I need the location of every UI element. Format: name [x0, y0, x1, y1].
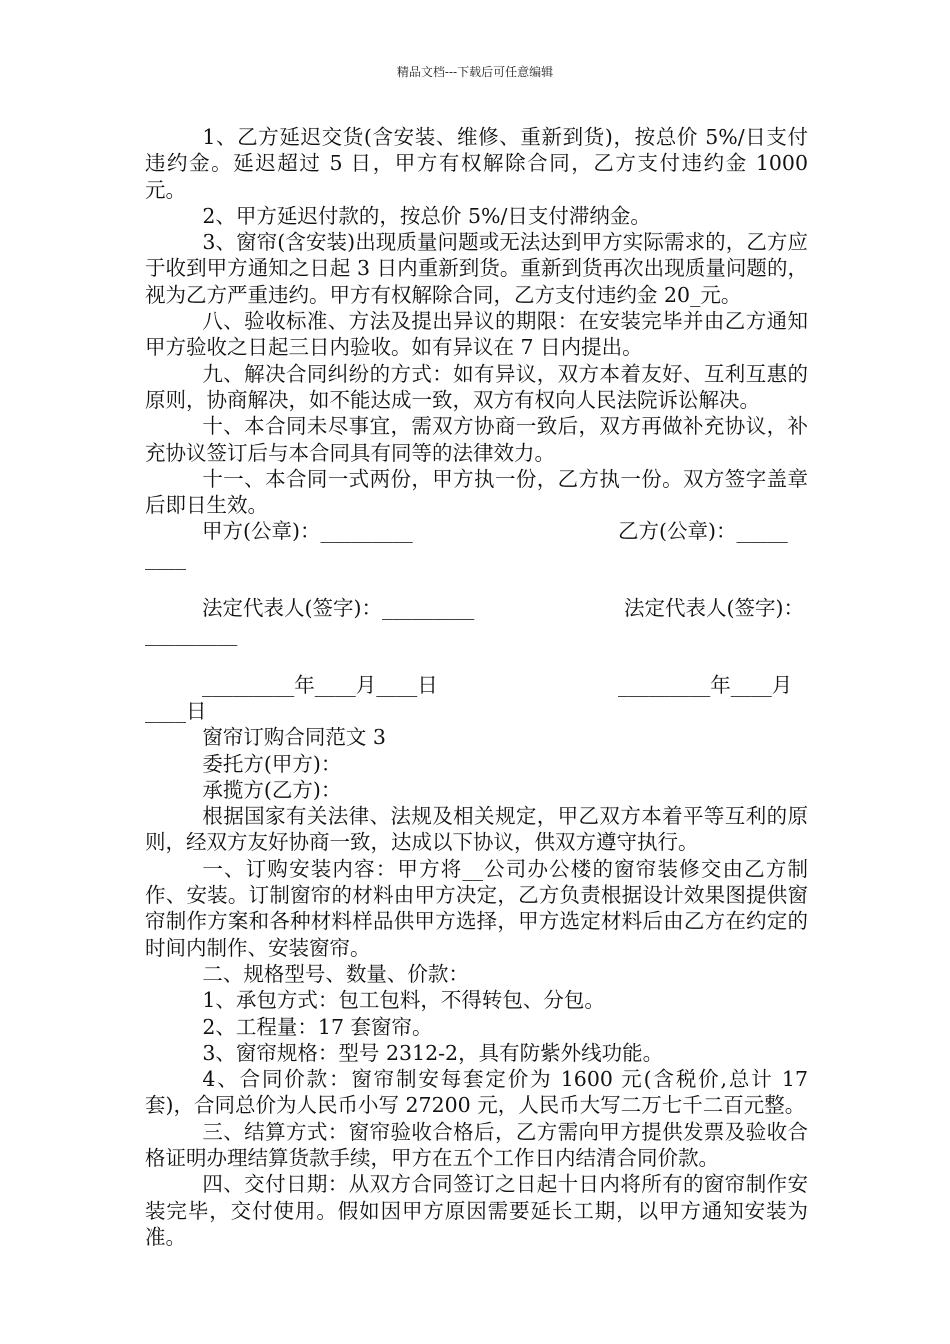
document-body: [145, 124, 808, 1250]
party-a-seal: 甲方(公章)：_________: [202, 519, 413, 544]
clause-quantity: 2、工程量：17 套窗帘。: [202, 1014, 433, 1039]
clause-copies: 十一、本合同一式两份，甲方执一份，乙方执一份。双方签字盖章后即日生效。: [145, 466, 808, 518]
client-line: 委托方(甲方)：: [202, 751, 342, 776]
clause-contract-mode: 1、承包方式：包工包料，不得转包、分包。: [202, 988, 605, 1013]
rep-b-cont: _________: [145, 622, 238, 647]
clause-late-delivery: 1、乙方延迟交货(含安装、维修、重新到货)，按总价 5%/日支付违约金。延迟超过 5 日，甲方有权解除合同，乙方支付违约金 1000 元。: [145, 125, 808, 202]
party-b-seal-cont: ____: [145, 545, 186, 570]
date-a: _________年____月____日: [202, 672, 438, 697]
rep-a: 法定代表人(签字)：_________: [202, 596, 475, 621]
clause-content: 一、订购安装内容：甲方将__公司办公楼的窗帘装修交由乙方制作、安装。订制窗帘的材料由甲方决定，乙方负责根据设计效果图提供窗帘制作方案和各种材料样品供甲方选择，甲方选定材料后由乙方在约定的时间内制作、安装窗帘。: [145, 856, 808, 960]
rep-line: [145, 595, 808, 621]
rep-b: 法定代表人(签字)：: [624, 596, 804, 621]
party-b-seal: 乙方(公章)：_____: [618, 519, 788, 544]
date-b-cont: ____日: [145, 698, 207, 723]
date-line: [145, 672, 808, 698]
page-header: 精品文档---下载后可任意编辑: [396, 65, 554, 79]
clause-price: 4、合同价款：窗帘制安每套定价为 1600 元(含税价,总计 17 套)，合同总价为人民币小写 27200 元，人民币大写二万七千二百元整。: [145, 1067, 808, 1118]
clause-settlement: 三、结算方式：窗帘验收合格后，乙方需向甲方提供发票及验收合格证明办理结算货款手续，甲方在五个工作日内结清合同价款。: [145, 1119, 808, 1170]
date-b: _________年____月: [618, 672, 793, 697]
clause-delivery-date: 四、交付日期：从双方合同签订之日起十日内将所有的窗帘制作安装完毕，交付使用。假如因甲方原因需要延长工期，以甲方通知安装为准。: [145, 1172, 808, 1249]
clause-dispute: 九、解决合同纠纷的方式：如有异议，双方本着友好、互利互惠的原则，协商解决，如不能达成一致，双方有权向人民法院诉讼解决。: [145, 361, 808, 412]
preamble: 根据国家有关法律、法规及相关规定，甲乙双方本着平等互利的原则，经双方友好协商一致，达成以下协议，供双方遵守执行。: [145, 804, 808, 855]
clause-supplement: 十、本合同未尽事宜，需双方协商一致后，双方再做补充协议，补充协议签订后与本合同具有同等的法律效力。: [145, 414, 808, 465]
clause-model: 3、窗帘规格：型号 2312-2，具有防紫外线功能。: [202, 1040, 664, 1065]
seal-line: [145, 518, 808, 544]
clause-spec-heading: 二、规格型号、数量、价款：: [202, 961, 469, 986]
clause-late-payment: 2、甲方延迟付款的，按总价 5%/日支付滞纳金。: [202, 203, 651, 228]
clause-acceptance: 八、验收标准、方法及提出异议的期限：在安装完毕并由乙方通知甲方验收之日起三日内验收。如有异议在 7 日内提出。: [145, 309, 808, 360]
clause-quality: 3、窗帘(含安装)出现质量问题或无法达到甲方实际需求的，乙方应于收到甲方通知之日起 3 日内重新到货。重新到货再次出现质量问题的，视为乙方严重违约。甲方有权解除合同，乙方支付违约金 20_元。: [145, 230, 808, 307]
contractor-line: 承揽方(乙方)：: [202, 777, 342, 802]
section-title: 窗帘订购合同范文 3: [202, 725, 386, 750]
